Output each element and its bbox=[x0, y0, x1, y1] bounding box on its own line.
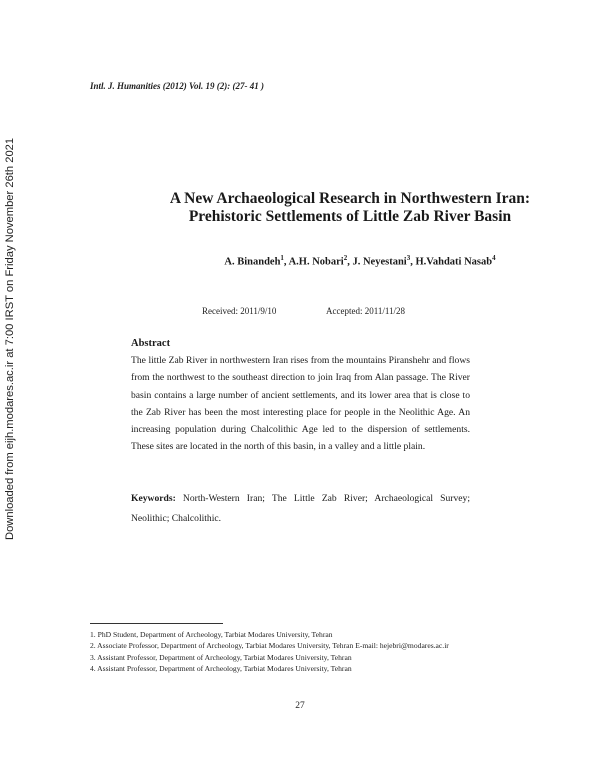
footnote-item: 4. Assistant Professor, Department of Archeology, Tarbiat Modares University, Tehran bbox=[90, 664, 352, 674]
author-separator: , bbox=[347, 256, 353, 268]
author-name: A. Binandeh bbox=[224, 256, 281, 268]
footnotes bbox=[90, 629, 470, 675]
abstract-text: The little Zab River in northwestern Iran rises from the mountains Piranshehr and flows from the northwest to the southeast direction to join Iraq from Alan passage. The River basin contains a large number of ancient settlements, and its lower area that is close to the Zab River has been the most interesting place for people in the Neolithic Age. An increasing population during Chalcolithic Age led to the dispersion of settlements. These sites are located in the north of this basin, in a valley and a little plain. bbox=[131, 355, 470, 453]
download-watermark: Downloaded from eijh.modares.ac.ir at 7:00 IRST on Friday November 26th 2021 bbox=[4, 137, 16, 540]
keywords-label: Keywords: bbox=[131, 493, 176, 504]
author-separator: , bbox=[410, 256, 416, 268]
author-separator: , bbox=[283, 256, 289, 268]
paper-title-line-2: Prehistoric Settlements of Little Zab River Basin bbox=[188, 208, 512, 225]
author-affiliation-mark: 4 bbox=[492, 254, 496, 262]
author-affiliation-mark: 1 bbox=[280, 254, 284, 262]
abstract-heading: Abstract bbox=[131, 338, 171, 349]
accepted-date: Accepted: 2011/11/28 bbox=[326, 306, 406, 316]
author-name: A.H. Nobari bbox=[288, 256, 344, 268]
keywords-paragraph bbox=[131, 489, 470, 529]
paper-title-line-1: A New Archaeological Research in Northwestern Iran: bbox=[169, 190, 531, 207]
author-affiliation-mark: 3 bbox=[406, 254, 411, 262]
author-list bbox=[70, 254, 600, 268]
received-date: Received: 2011/9/10 bbox=[202, 306, 277, 316]
footnote-divider bbox=[90, 623, 223, 624]
page-number: 27 bbox=[295, 701, 305, 711]
keywords-text: North-Western Iran; The Little Zab River; Archaeological Survey; Neolithic; Chalcolithic. bbox=[131, 493, 471, 524]
author-name: J. Neyestani bbox=[352, 256, 407, 268]
author-affiliation-mark: 2 bbox=[343, 254, 348, 262]
footnote-item: 2. Associate Professor, Department of Archeology, Tarbiat Modares University, Tehran E-mail: hejebri@modares.ac.ir bbox=[90, 641, 449, 651]
author-name: H.Vahdati Nasab bbox=[415, 256, 493, 268]
journal-citation: Intl. J. Humanities (2012) Vol. 19 (2): (27- 41 ) bbox=[90, 81, 265, 91]
footnote-item: 3. Assistant Professor, Department of Archeology, Tarbiat Modares University, Tehran bbox=[90, 652, 352, 662]
footnote-item: 1. PhD Student, Department of Archeology, Tarbiat Modares University, Tehran bbox=[90, 630, 333, 639]
